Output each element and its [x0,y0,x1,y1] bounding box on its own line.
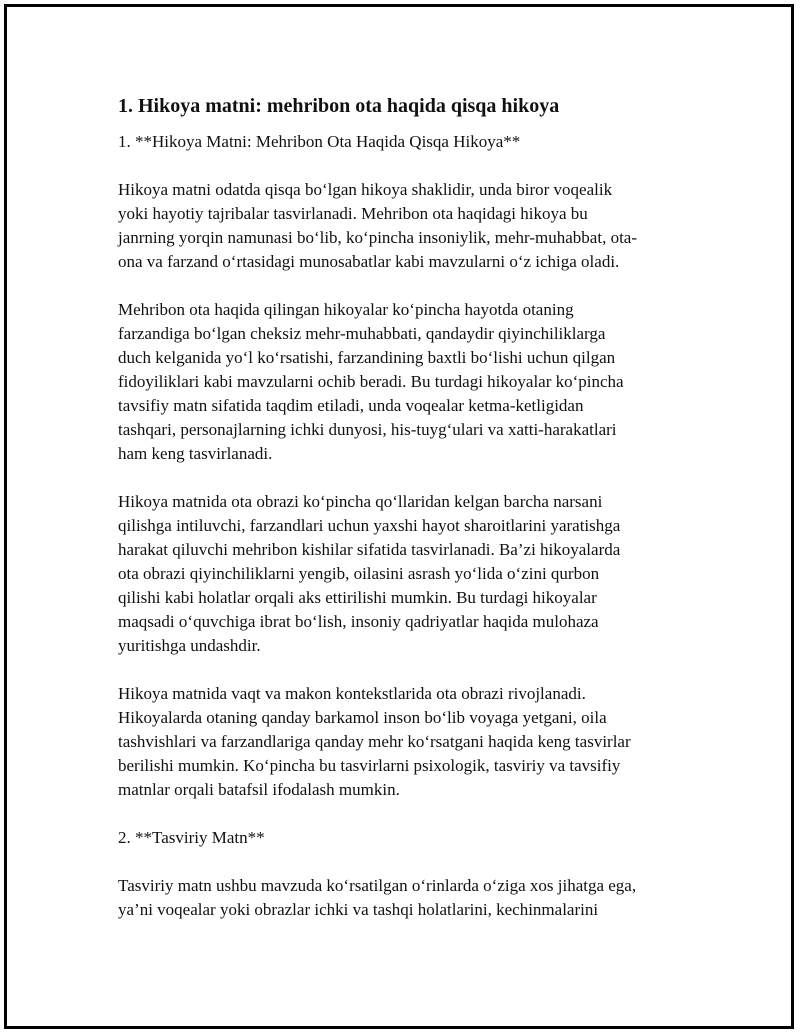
paragraph-line: harakat qiluvchi mehribon kishilar sifatida tasvirlanadi. Ba’zi hikoyalarda [118,540,621,559]
paragraph-line: farzandiga bo‘lgan cheksiz mehr-muhabbati, qandaydir qiyinchiliklarga [118,324,606,343]
paragraph-line: Hikoya matnida vaqt va makon kontekstlarida ota obrazi rivojlanadi. [118,684,586,703]
paragraph-line: tashvishlari va farzandlariga qanday mehr ko‘rsatgani haqida keng tasvirlar [118,732,631,751]
paragraph-line: qilishi kabi holatlar orqali aks ettirilishi mumkin. Bu turdagi hikoyalar [118,588,597,607]
paragraph-line: berilishi mumkin. Ko‘pincha bu tasvirlarni psixologik, tasviriy va tavsifiy [118,756,621,775]
paragraph-3 [118,490,688,658]
paragraph-line: qilishga intiluvchi, farzandlari uchun yaxshi hayot sharoitlarini yaratishga [118,516,621,535]
document-heading: 1. Hikoya matni: mehribon ota haqida qisqa hikoya [118,95,560,117]
paragraph-line: Hikoyalarda otaning qanday barkamol inson bo‘lib voyaga yetgani, oila [118,708,607,727]
paragraph-line: tashqari, personajlarning ichki dunyosi, his-tuyg‘ulari va xatti-harakatlari [118,420,617,439]
paragraph-line: Mehribon ota haqida qilingan hikoyalar ko‘pincha hayotda otaning [118,300,574,319]
paragraph-line: matnlar orqali batafsil ifodalash mumkin. [118,780,400,799]
section-2-title: 2. **Tasviriy Matn** [118,828,265,847]
paragraph-line: tavsifiy matn sifatida taqdim etiladi, unda voqealar ketma-ketligidan [118,396,584,415]
document-body [118,92,688,922]
paragraph-line: ham keng tasvirlanadi. [118,444,273,463]
section-1-title: 1. **Hikoya Matni: Mehribon Ota Haqida Qisqa Hikoya** [118,132,521,151]
paragraph-line: fidoyiliklari kabi mavzularni ochib beradi. Bu turdagi hikoyalar ko‘pincha [118,372,624,391]
paragraph-1 [118,178,688,274]
paragraph-line: yuritishga undashdir. [118,636,261,655]
paragraph-5 [118,874,688,922]
paragraph-line: janrning yorqin namunasi bo‘lib, ko‘pincha insoniylik, mehr-muhabbat, ota- [118,228,637,247]
paragraph-2 [118,298,688,466]
paragraph-line: ya’ni voqealar yoki obrazlar ichki va tashqi holatlarini, kechinmalarini [118,900,599,919]
paragraph-line: Hikoya matnida ota obrazi ko‘pincha qo‘llaridan kelgan barcha narsani [118,492,603,511]
paragraph-line: maqsadi o‘quvchiga ibrat bo‘lish, insoniy qadriyatlar haqida mulohaza [118,612,599,631]
paragraph-4 [118,682,688,802]
paragraph-line: yoki hayotiy tajribalar tasvirlanadi. Mehribon ota haqidagi hikoya bu [118,204,588,223]
paragraph-line: Tasviriy matn ushbu mavzuda ko‘rsatilgan o‘rinlarda o‘ziga xos jihatga ega, [118,876,637,895]
paragraph-line: duch kelganida yo‘l ko‘rsatishi, farzandining baxtli bo‘lishi uchun qilgan [118,348,616,367]
paragraph-line: Hikoya matni odatda qisqa bo‘lgan hikoya shaklidir, unda biror voqealik [118,180,613,199]
paragraph-line: ota obrazi qiyinchiliklarni yengib, oilasini asrash yo‘lida o‘zini qurbon [118,564,600,583]
paragraph-line: ona va farzand o‘rtasidagi munosabatlar kabi mavzularni o‘z ichiga oladi. [118,252,620,271]
